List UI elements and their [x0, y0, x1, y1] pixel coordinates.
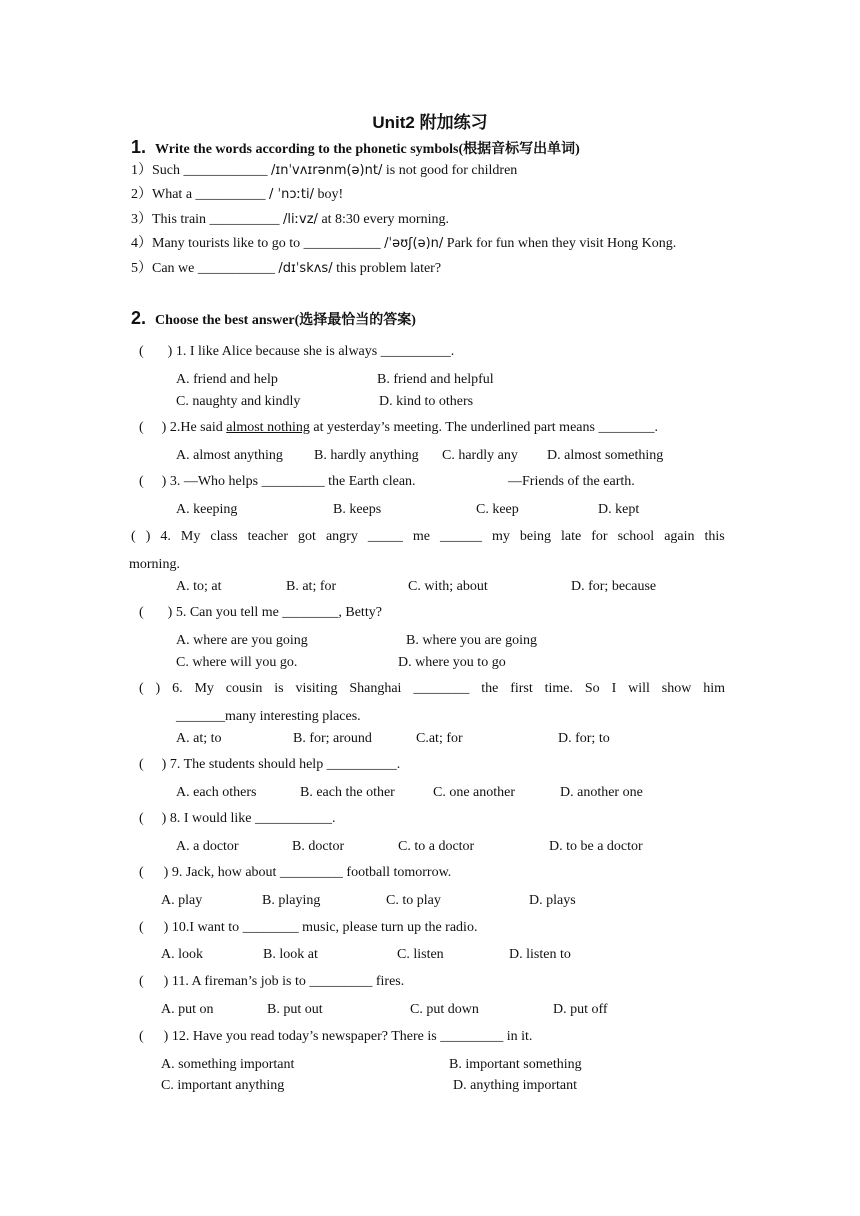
- section-2-heading: [131, 308, 416, 329]
- q2-option-a: A. almost anything: [176, 448, 283, 463]
- phonetic-item-5: 5）Can we ___________ /dɪˈskʌs/ this problem later?: [131, 261, 442, 276]
- q6-option-b: B. for; around: [293, 731, 372, 746]
- q12-option-a: A. something important: [161, 1057, 295, 1072]
- q5-option-b: B. where you are going: [406, 633, 538, 648]
- question-3-response: —Friends of the earth.: [508, 474, 635, 489]
- question-8: ( ) 8. I would like ___________.: [139, 811, 336, 826]
- question-12: ( ) 12. Have you read today’s newspaper? There is _________ in it.: [139, 1029, 533, 1044]
- q1-option-d: D. kind to others: [379, 394, 474, 409]
- question-3: ( ) 3. —Who helps _________ the Earth clean.: [139, 474, 416, 489]
- q10-option-b: B. look at: [263, 947, 318, 962]
- question-6-continued: _______many interesting places.: [176, 709, 361, 724]
- phonetic-item-2: 2）What a __________ / ˈnɔːti/ boy!: [131, 187, 344, 202]
- phonetic-item-4: 4）Many tourists like to go to ___________ /ˈəʊʃ(ə)n/ Park for fun when they visit Hong Kong.: [131, 236, 677, 251]
- q10-option-a: A. look: [161, 947, 203, 962]
- question-11: ( ) 11. A fireman’s job is to _________ fires.: [139, 974, 405, 989]
- q11-option-a: A. put on: [161, 1002, 214, 1017]
- q3-option-b: B. keeps: [333, 502, 382, 517]
- q1-option-c: C. naughty and kindly: [176, 394, 301, 409]
- q9-option-c: C. to play: [386, 893, 441, 908]
- q12-option-b: B. important something: [449, 1057, 582, 1072]
- page-title: Unit2 附加练习: [372, 113, 488, 132]
- question-4-continued: morning.: [129, 557, 180, 572]
- q7-option-d: D. another one: [560, 785, 643, 800]
- question-7: ( ) 7. The students should help __________.: [139, 757, 401, 772]
- q9-option-d: D. plays: [529, 893, 576, 908]
- q1-option-a: A. friend and help: [176, 372, 278, 387]
- q3-option-c: C. keep: [476, 502, 519, 517]
- q4-option-d: D. for; because: [571, 579, 657, 594]
- section-2-number: 2.: [131, 308, 147, 328]
- q10-option-d: D. listen to: [509, 947, 571, 962]
- question-1: ( ) 1. I like Alice because she is always __________.: [139, 344, 455, 359]
- q7-option-c: C. one another: [433, 785, 516, 800]
- q11-option-b: B. put out: [267, 1002, 323, 1017]
- section-2-title: Choose the best answer(选择最恰当的答案): [155, 313, 416, 328]
- q8-option-b: B. doctor: [292, 839, 345, 854]
- q8-option-a: A. a doctor: [176, 839, 239, 854]
- q11-option-c: C. put down: [410, 1002, 479, 1017]
- q8-option-d: D. to be a doctor: [549, 839, 643, 854]
- q2-option-d: D. almost something: [547, 448, 664, 463]
- section-1-number: 1.: [131, 137, 147, 157]
- q5-option-d: D. where you to go: [398, 655, 506, 670]
- q5-option-a: A. where are you going: [176, 633, 308, 648]
- q7-option-b: B. each the other: [300, 785, 395, 800]
- q9-option-b: B. playing: [262, 893, 321, 908]
- q11-option-d: D. put off: [553, 1002, 608, 1017]
- section-1-title: Write the words according to the phonetic symbols(根据音标写出单词): [155, 142, 580, 157]
- q6-option-a: A. at; to: [176, 731, 222, 746]
- q2-option-b: B. hardly anything: [314, 448, 419, 463]
- q4-option-b: B. at; for: [286, 579, 337, 594]
- q4-option-a: A. to; at: [176, 579, 222, 594]
- q6-option-d: D. for; to: [558, 731, 610, 746]
- question-9: ( ) 9. Jack, how about _________ football tomorrow.: [139, 865, 452, 880]
- q12-option-c: C. important anything: [161, 1078, 285, 1093]
- question-6: ( ) 6. My cousin is visiting Shanghai ________ the first time. So I will show him: [139, 681, 725, 696]
- question-10: ( ) 10.I want to ________ music, please turn up the radio.: [139, 920, 478, 935]
- q3-option-a: A. keeping: [176, 502, 238, 517]
- section-1-heading: [131, 137, 580, 158]
- q1-option-b: B. friend and helpful: [377, 372, 494, 387]
- question-2: ( ) 2.He said almost nothing at yesterday’s meeting. The underlined part means ________.: [139, 420, 658, 435]
- q2-option-c: C. hardly any: [442, 448, 518, 463]
- q10-option-c: C. listen: [397, 947, 444, 962]
- q12-option-d: D. anything important: [453, 1078, 578, 1093]
- q6-option-c: C.at; for: [416, 731, 463, 746]
- q5-option-c: C. where will you go.: [176, 655, 298, 670]
- q3-option-d: D. kept: [598, 502, 640, 517]
- q7-option-a: A. each others: [176, 785, 257, 800]
- q9-option-a: A. play: [161, 893, 203, 908]
- underlined-part: almost nothing: [226, 420, 310, 435]
- q4-option-c: C. with; about: [408, 579, 488, 594]
- phonetic-item-3: 3）This train __________ /liːvz/ at 8:30 every morning.: [131, 212, 449, 227]
- q8-option-c: C. to a doctor: [398, 839, 475, 854]
- question-5: ( ) 5. Can you tell me ________, Betty?: [139, 605, 382, 620]
- phonetic-item-1: 1）Such ____________ /ɪnˈvʌɪrənm(ə)nt/ is not good for children: [131, 163, 518, 178]
- question-4: ( ) 4. My class teacher got angry _____ me ______ my being late for school again this: [131, 529, 725, 544]
